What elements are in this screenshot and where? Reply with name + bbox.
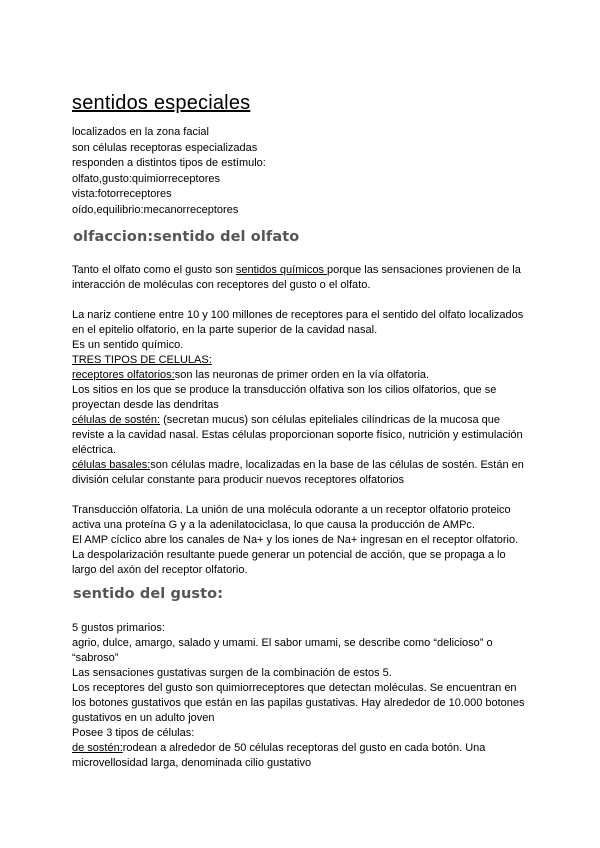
tipo-text: son células madre, localizadas en la base de las células de sostén. Están en división celular constante para producir nuevos receptores olfatorios xyxy=(72,459,524,486)
gusto-sosten xyxy=(72,741,532,771)
olfato-paragraph-2: La nariz contiene entre 10 y 100 millones de receptores para el sentido del olfato localizados en el epitelio olfatorio, en la parte superior de la cavidad nasal. xyxy=(72,309,524,336)
transduccion-2: El AMP cíclico abre los canales de Na+ y los iones de Na+ ingresan en el receptor olfatorio. xyxy=(72,534,519,546)
transduccion-1: Transducción olfatoria. La unión de una molécula odorante a un receptor olfatorio proteico activa una proteína G y a la adenilatociclasa, lo que causa la producción de AMPc. xyxy=(72,504,511,531)
transduccion-sitios: Los sitios en los que se produce la transducción olfativa son los cilios olfatorios, que se proyectan desde las dendritas xyxy=(72,384,497,411)
tipo-label: receptores olfatorios: xyxy=(72,369,175,381)
olfato-paragraph-3: Es un sentido químico. xyxy=(72,339,184,351)
sentidos-quimicos-link: sentidos químicos xyxy=(235,264,327,276)
gusto-line: Las sensaciones gustativas surgen de la combinación de estos 5. xyxy=(72,667,392,679)
tipo-text: rodean a alrededor de 50 células receptoras del gusto en cada botón. Una microvellosidad larga, denominada cilio gustativo xyxy=(72,742,486,769)
intro-list xyxy=(72,125,532,218)
intro-line: responden a distintos tipos de estímulo: xyxy=(72,157,266,169)
intro-line: localizados en la zona facial xyxy=(72,126,209,138)
gusto-line: 5 gustos primarios: xyxy=(72,622,165,634)
tipos-celulas-heading: TRES TIPOS DE CELULAS: xyxy=(72,354,212,366)
gusto-line: Posee 3 tipos de células: xyxy=(72,727,195,739)
text: porque las sensaciones provienen de la interacción de moléculas con receptores del gusto o el olfato. xyxy=(72,264,521,291)
page-title: sentidos especiales xyxy=(72,92,251,114)
gusto-line: agrio, dulce, amargo, salado y umami. El sabor umami, se describe como “delicioso” o “sabroso” xyxy=(72,637,493,664)
gusto-heading: sentido del gusto: xyxy=(73,586,224,602)
intro-line: oído,equilibrio:mecanorreceptores xyxy=(72,203,239,216)
olfato-paragraph-1 xyxy=(72,263,532,293)
tipo-receptores xyxy=(72,368,532,383)
gusto-section xyxy=(72,621,532,771)
olfato-section xyxy=(72,263,532,578)
intro-line: olfato,gusto:quimiorreceptores xyxy=(72,172,220,185)
transduccion-3: La despolarización resultante puede generar un potencial de acción, que se propaga a lo largo del axón del receptor olfatorio. xyxy=(72,549,506,576)
tipo-label: células de sostén: xyxy=(72,414,161,426)
text: Tanto el olfato como el gusto son xyxy=(72,264,236,276)
gusto-line: Los receptores del gusto son quimiorreceptores que detectan moléculas. Se encuentran en los botones gustativos que están en las papilas gustativas. Hay alrededor de 10.000 botones gustativos en un adulto joven xyxy=(72,682,525,724)
tipo-label: células basales: xyxy=(72,459,151,471)
tipo-text: son las neuronas de primer orden en la vía olfatoria. xyxy=(174,369,430,381)
tipo-label: de sostén: xyxy=(72,742,123,754)
intro-line: son células receptoras especializadas xyxy=(72,141,258,154)
tipo-text: (secretan mucus) son células epiteliales cilíndricas de la mucosa que reviste a la cavidad nasal. Estas células proporcionan soporte físico, nutrición y estimulación eléctrica. xyxy=(72,414,523,456)
intro-line: vista:fotorreceptores xyxy=(72,188,172,200)
olfato-heading: olfaccion:sentido del olfato xyxy=(73,229,300,245)
tipo-basales xyxy=(72,458,532,488)
tipo-sosten xyxy=(72,413,532,458)
